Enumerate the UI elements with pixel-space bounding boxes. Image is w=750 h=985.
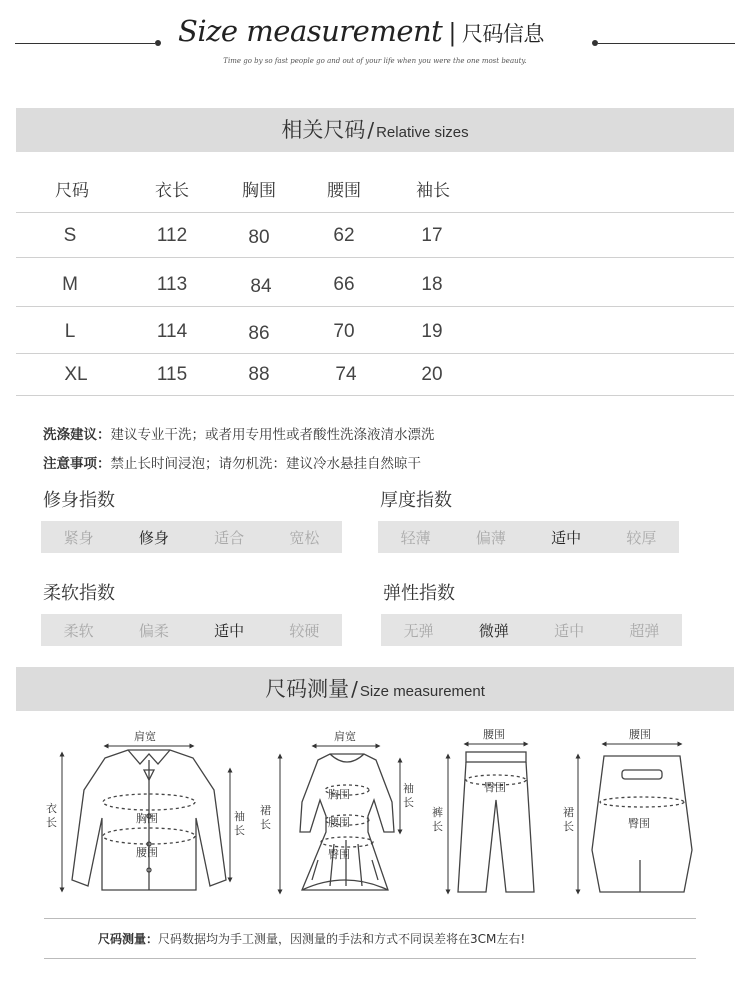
sizes-title-cn: 相关尺码 bbox=[281, 118, 366, 142]
pants-hip-label: 臀围 bbox=[484, 781, 506, 794]
dress-shoulder-label: 肩宽 bbox=[334, 730, 356, 743]
length-cell: 114 bbox=[156, 321, 188, 342]
index-option: 修身 bbox=[138, 528, 169, 547]
wash-text: 建议专业干洗；或者用专用性或者酸性洗涤液清水漂洗 bbox=[110, 427, 435, 443]
sleeve-cell: 17 bbox=[421, 225, 443, 246]
skirt-hip-line bbox=[600, 797, 684, 807]
length-cell: 112 bbox=[156, 225, 188, 246]
title-en: Size measurement bbox=[178, 14, 443, 48]
fit-index-scale bbox=[41, 521, 342, 553]
footer-label: 尺码测量： bbox=[98, 932, 159, 946]
dress-sleeve-label-1: 袖 bbox=[403, 782, 414, 795]
skirt-belt bbox=[622, 770, 662, 779]
figures-svg bbox=[0, 720, 750, 910]
pants-length-label-2: 长 bbox=[432, 820, 443, 833]
length-cell: 115 bbox=[156, 364, 188, 385]
index-option: 适中 bbox=[214, 621, 245, 640]
index-option: 无弹 bbox=[403, 621, 434, 640]
waist-cell: 70 bbox=[333, 321, 355, 342]
fit-index-title: 修身指数 bbox=[43, 490, 115, 511]
page-title: Size measurement | 尺码信息 bbox=[178, 14, 544, 48]
sizes-section-bar: 相关尺码 / Relative sizes bbox=[16, 108, 734, 152]
dress-length-label-2: 长 bbox=[260, 818, 271, 831]
dress-sleeve-label-2: 长 bbox=[403, 796, 414, 809]
size-cell: M bbox=[62, 274, 78, 295]
table-divider bbox=[16, 353, 734, 354]
pants-figure bbox=[458, 752, 534, 892]
elasticity-index-scale bbox=[381, 614, 682, 646]
size-cell: L bbox=[64, 321, 76, 342]
skirt-length-label-2: 长 bbox=[563, 820, 574, 833]
measure-title-cn: 尺码测量 bbox=[265, 677, 350, 701]
elasticity-index-title: 弹性指数 bbox=[383, 583, 455, 604]
header-line-right bbox=[598, 43, 735, 44]
header-cell: 腰围 bbox=[327, 181, 361, 201]
pants-length-label-1: 裤 bbox=[432, 806, 443, 819]
header-cell: 尺码 bbox=[55, 181, 89, 201]
chest-cell: 88 bbox=[248, 364, 270, 385]
wash-label: 洗涤建议： bbox=[43, 427, 111, 443]
chest-cell: 86 bbox=[248, 323, 270, 344]
table-divider bbox=[16, 212, 734, 213]
sleeve-cell: 19 bbox=[421, 321, 443, 342]
measure-title-en: Size measurement bbox=[359, 683, 485, 700]
skirt-waist-label: 腰围 bbox=[629, 728, 651, 741]
chest-cell: 80 bbox=[248, 227, 270, 248]
length-cell: 113 bbox=[156, 274, 188, 295]
notice bbox=[43, 452, 421, 472]
sleeve-cell: 20 bbox=[421, 364, 443, 385]
softness-index-scale bbox=[41, 614, 342, 646]
header-dot-left bbox=[155, 40, 161, 46]
dress-collar bbox=[330, 754, 364, 762]
title-cn: 尺码信息 bbox=[461, 22, 544, 46]
sizes-title-en: Relative sizes bbox=[376, 124, 469, 141]
skirt-length-label-1: 裙 bbox=[563, 806, 574, 819]
header-cell: 胸围 bbox=[242, 181, 276, 201]
index-option: 较厚 bbox=[626, 528, 657, 547]
index-option: 适中 bbox=[554, 621, 585, 640]
shirt-chest-label: 胸围 bbox=[136, 812, 158, 825]
thickness-index-scale bbox=[378, 521, 679, 553]
waist-cell: 66 bbox=[333, 274, 355, 295]
chest-cell: 84 bbox=[250, 276, 272, 297]
dress-hip-label: 臀围 bbox=[328, 848, 350, 861]
index-option: 微弹 bbox=[478, 621, 509, 640]
size-cell: S bbox=[63, 225, 77, 246]
skirt-hip-label: 臀围 bbox=[628, 817, 650, 830]
table-divider bbox=[16, 395, 734, 396]
shirt-length-label-1: 衣 bbox=[46, 802, 57, 815]
header-line-left bbox=[15, 43, 155, 44]
index-option: 偏柔 bbox=[138, 621, 169, 640]
index-option: 宽松 bbox=[289, 528, 320, 547]
dress-length-label-1: 裙 bbox=[260, 804, 271, 817]
pants-waistband bbox=[466, 752, 526, 762]
dress-hip-line bbox=[321, 837, 373, 847]
shirt-length-label-2: 长 bbox=[46, 816, 57, 829]
waist-cell: 74 bbox=[335, 364, 357, 385]
waist-cell: 62 bbox=[333, 225, 355, 246]
footer-text: 尺码数据均为手工测量，因测量的手法和方式不同误差将在3CM左右! bbox=[158, 932, 526, 946]
thickness-index-title: 厚度指数 bbox=[380, 490, 452, 511]
dress-chest-label: 胸围 bbox=[328, 788, 350, 801]
index-option: 适中 bbox=[551, 528, 582, 547]
index-option: 紧身 bbox=[63, 528, 94, 547]
index-option: 轻薄 bbox=[400, 528, 431, 547]
table-divider bbox=[16, 257, 734, 258]
dress-waist-label: 腰围 bbox=[328, 816, 350, 829]
notice-label: 注意事项： bbox=[43, 456, 111, 472]
dress-pleats bbox=[312, 840, 378, 886]
dress-hem bbox=[302, 880, 388, 890]
sleeve-cell: 18 bbox=[421, 274, 443, 295]
index-option: 超弹 bbox=[629, 621, 660, 640]
footer-note bbox=[98, 930, 525, 947]
size-cell: XL bbox=[64, 364, 88, 385]
softness-index-title: 柔软指数 bbox=[43, 583, 115, 604]
index-option: 偏薄 bbox=[475, 528, 506, 547]
table-divider bbox=[16, 306, 734, 307]
footer-line-top bbox=[44, 918, 696, 919]
pants-waist-label: 腰围 bbox=[483, 728, 505, 741]
shirt-sleeve-label-1: 袖 bbox=[234, 810, 245, 823]
header-cell: 衣长 bbox=[155, 181, 189, 201]
shirt-sleeve-label-2: 长 bbox=[234, 824, 245, 837]
footer-line-bottom bbox=[44, 958, 696, 959]
wash-advice bbox=[43, 423, 435, 443]
notice-text: 禁止长时间浸泡；请勿机洗：建议冷水悬挂自然晾干 bbox=[110, 456, 421, 472]
index-option: 适合 bbox=[214, 528, 245, 547]
header-cell: 袖长 bbox=[416, 181, 450, 201]
index-option: 较硬 bbox=[289, 621, 320, 640]
measure-section-bar: 尺码测量 / Size measurement bbox=[16, 667, 734, 711]
shirt-shoulder-label: 肩宽 bbox=[134, 730, 156, 743]
measurement-figures bbox=[0, 720, 750, 910]
shirt-waist-label: 腰围 bbox=[136, 846, 158, 859]
page-subtitle: Time go by so fast people go and out of your life when you were the one most beauty. bbox=[223, 57, 527, 65]
index-option: 柔软 bbox=[63, 621, 94, 640]
